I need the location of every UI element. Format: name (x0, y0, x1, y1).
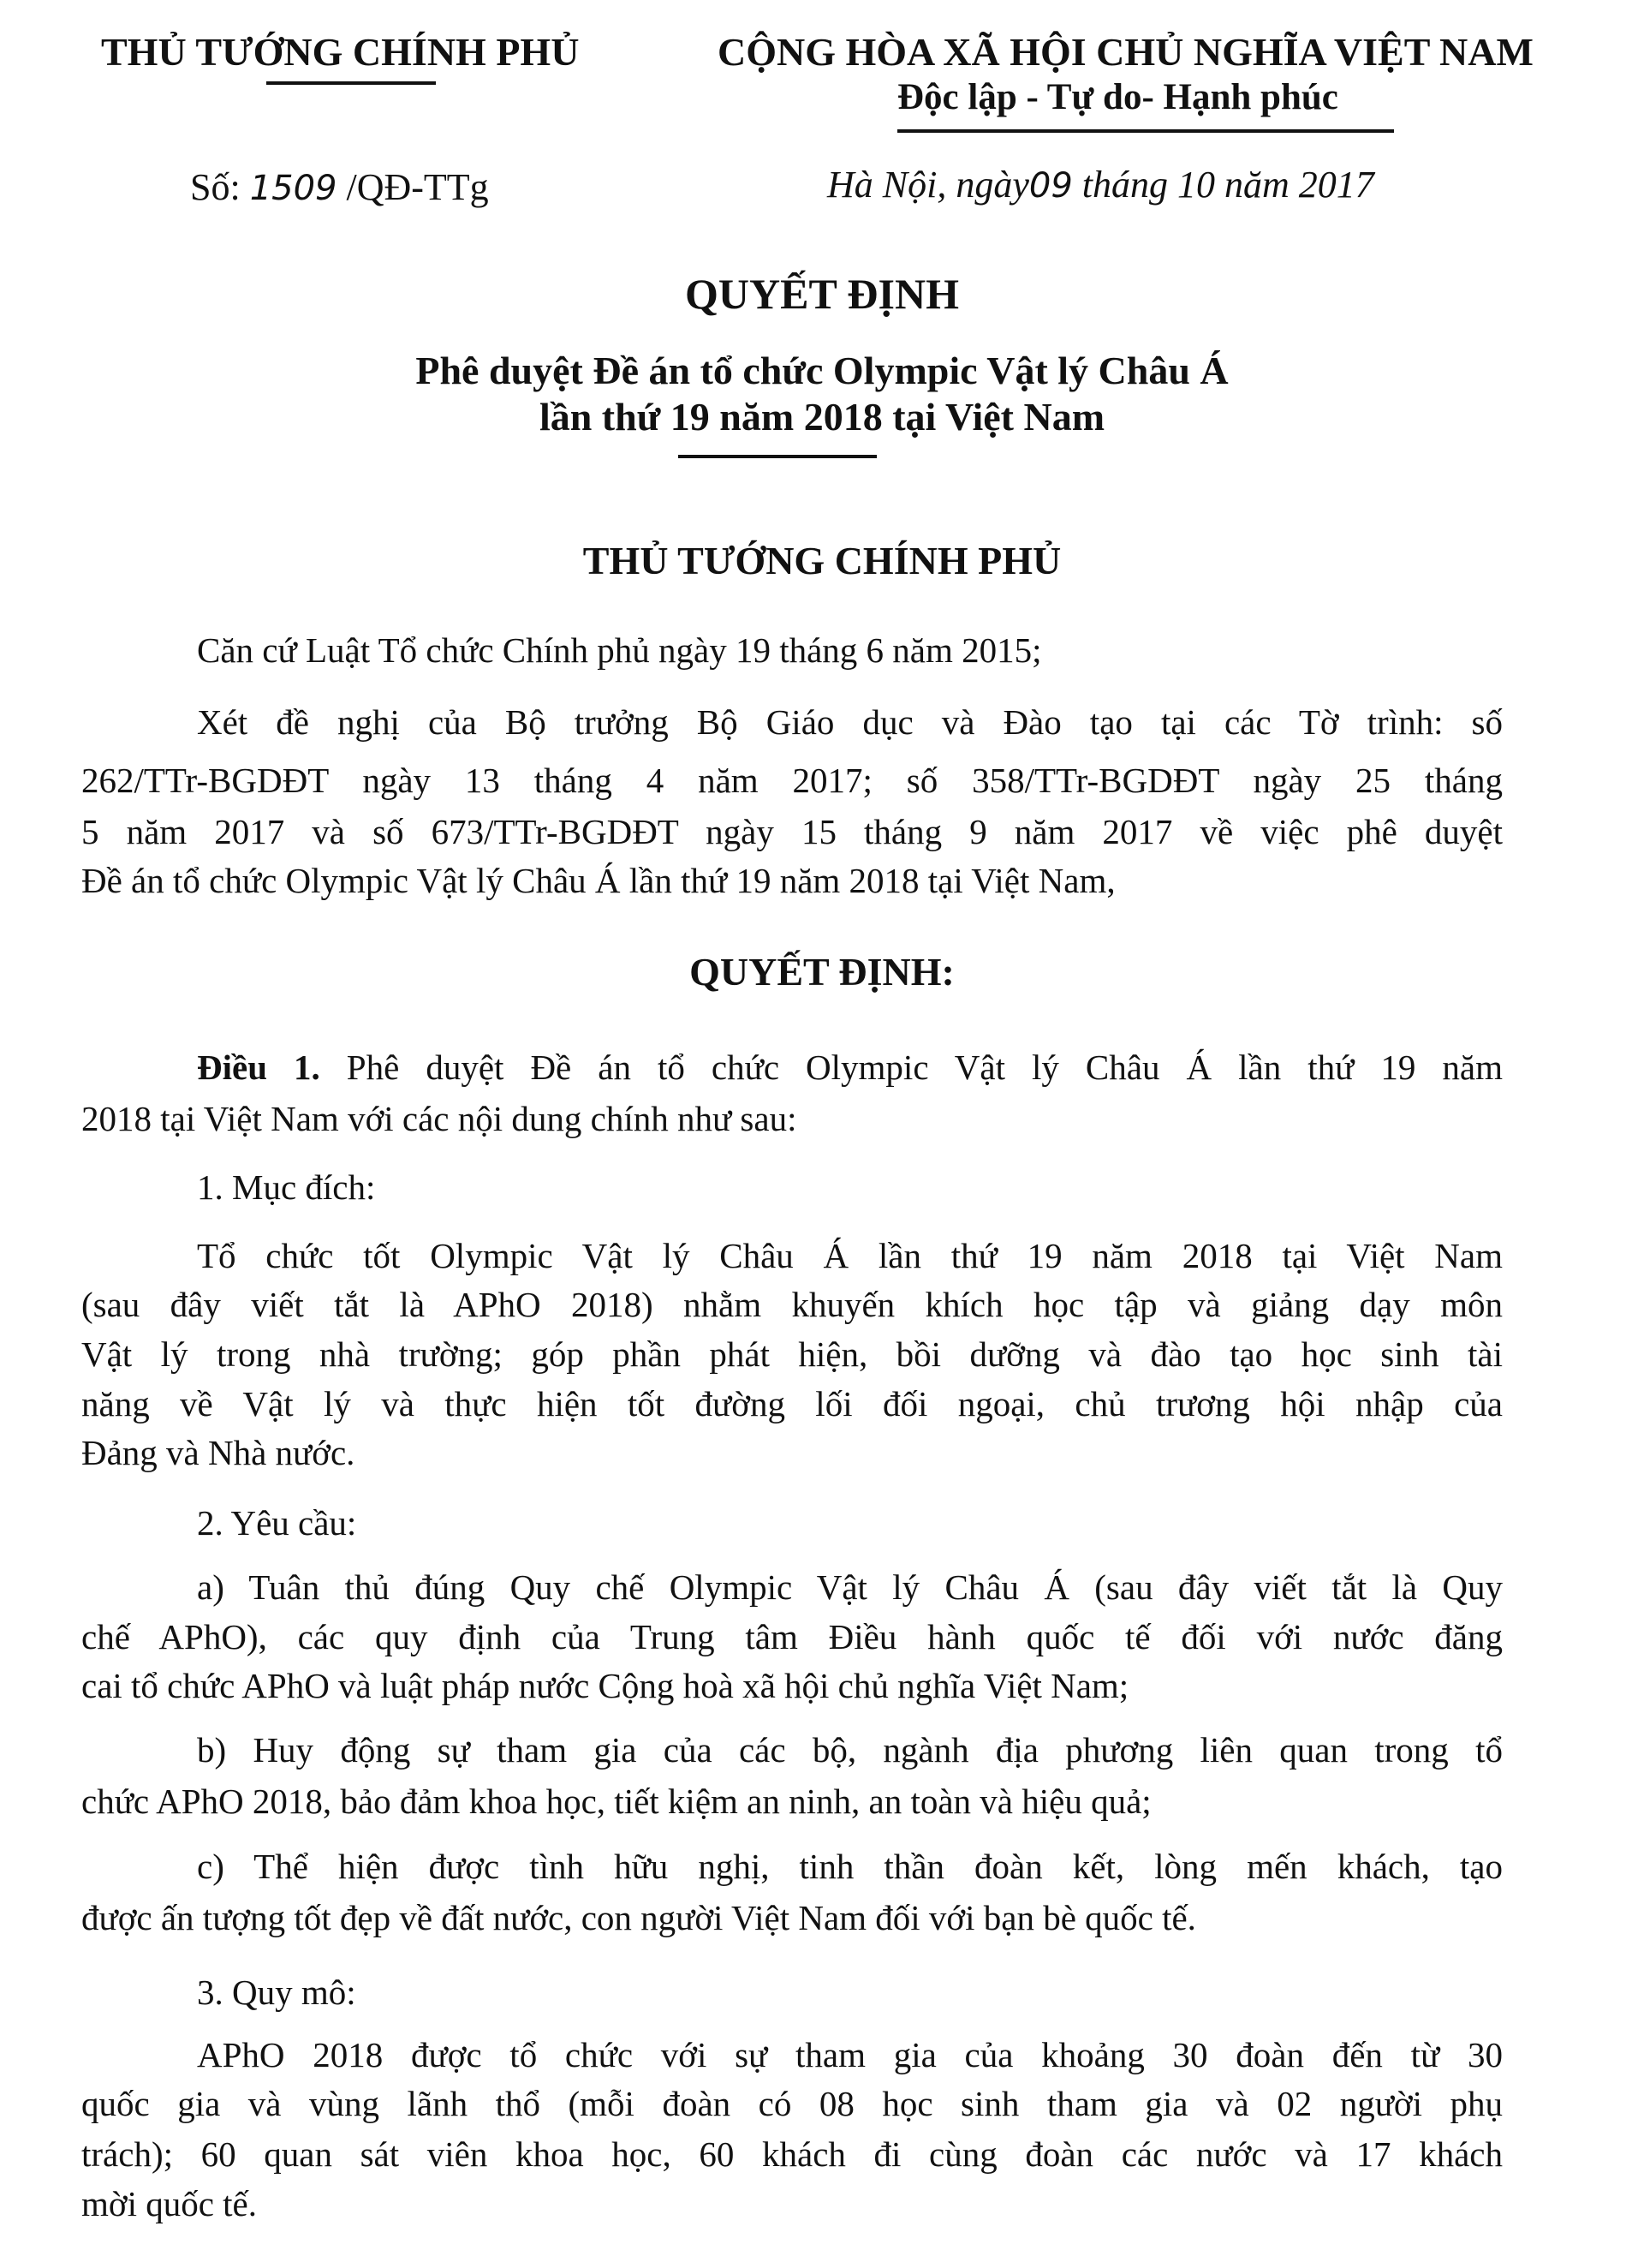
document-number (190, 166, 489, 208)
scale-line: trách); 60 quan sát viên khoa học, 60 khách đi cùng đoàn các nước và 17 khách (81, 2134, 1503, 2174)
consideration-line: 262/TTr-BGDĐT ngày 13 tháng 4 năm 2017; số 358/TTr-BGDĐT ngày 25 tháng (81, 761, 1503, 800)
legal-basis: Căn cứ Luật Tổ chức Chính phủ ngày 19 tháng 6 năm 2015; (197, 630, 1042, 670)
authority-heading: THỦ TƯỚNG CHÍNH PHỦ (582, 539, 1062, 582)
place-date-prefix: Hà Nội, ngày (827, 164, 1029, 206)
motto-underline (897, 129, 1394, 133)
purpose-heading: 1. Mục đích: (197, 1167, 376, 1207)
consideration-line: Đề án tổ chức Olympic Vật lý Châu Á lần thứ 19 năm 2018 tại Việt Nam, (81, 861, 1116, 900)
purpose-line: (sau đây viết tắt là APhO 2018) nhằm khuyến khích học tập và giảng dạy môn (81, 1285, 1503, 1324)
article-1-line (197, 1047, 1503, 1087)
requirement-a-line: cai tổ chức APhO và luật pháp nước Cộng hoà xã hội chủ nghĩa Việt Nam; (81, 1666, 1129, 1705)
country-name: CỘNG HÒA XÃ HỘI CHỦ NGHĨA VIỆT NAM (718, 30, 1534, 74)
national-motto: Độc lập - Tự do- Hạnh phúc (897, 77, 1338, 117)
scale-heading: 3. Quy mô: (197, 1973, 356, 2012)
purpose-line: Vật lý trong nhà trường; góp phần phát hiện, bồi dưỡng và đào tạo học sinh tài (81, 1334, 1503, 1374)
article-1-line: 2018 tại Việt Nam với các nội dung chính như sau: (81, 1099, 797, 1138)
subject-line-1: Phê duyệt Đề án tổ chức Olympic Vật lý Châu Á (415, 349, 1229, 392)
consideration-line: 5 năm 2017 và số 673/TTr-BGDĐT ngày 15 tháng 9 năm 2017 về việc phê duyệt (81, 812, 1503, 851)
place-date-rest: tháng 10 năm 2017 (1072, 164, 1374, 206)
number-suffix: /QĐ-TTg (346, 166, 489, 208)
subject-line-2: lần thứ 19 năm 2018 tại Việt Nam (539, 395, 1105, 439)
requirements-heading: 2. Yêu cầu: (197, 1503, 357, 1543)
article-1-text: Phê duyệt Đề án tổ chức Olympic Vật lý Châu Á lần thứ 19 năm (319, 1047, 1503, 1087)
decision-heading: QUYẾT ĐỊNH: (689, 950, 955, 994)
purpose-line: năng về Vật lý và thực hiện tốt đường lối đối ngoại, chủ trương hội nhập của (81, 1384, 1503, 1423)
consideration-line: Xét đề nghị của Bộ trưởng Bộ Giáo dục và Đào tạo tại các Tờ trình: số (197, 702, 1503, 742)
requirement-b-line: b) Huy động sự tham gia của các bộ, ngành địa phương liên quan trong tổ (197, 1730, 1503, 1770)
requirement-a-line: chế APhO), các quy định của Trung tâm Điều hành quốc tế đối với nước đăng (81, 1617, 1503, 1656)
scale-line: APhO 2018 được tổ chức với sự tham gia của khoảng 30 đoàn đến từ 30 (197, 2035, 1503, 2074)
date-day: 09 (1028, 166, 1073, 206)
title-underline (678, 455, 877, 458)
requirement-b-line: chức APhO 2018, bảo đảm khoa học, tiết kiệm an ninh, an toàn và hiệu quả; (81, 1782, 1152, 1821)
scale-line: mời quốc tế. (81, 2184, 257, 2223)
requirement-a-line: a) Tuân thủ đúng Quy chế Olympic Vật lý Châu Á (sau đây viết tắt là Quy (197, 1567, 1503, 1607)
issuing-authority: THỦ TƯỚNG CHÍNH PHỦ (101, 30, 580, 74)
requirement-c-line: được ấn tượng tốt đẹp về đất nước, con người Việt Nam đối với bạn bè quốc tế. (81, 1898, 1196, 1937)
purpose-line: Tổ chức tốt Olympic Vật lý Châu Á lần thứ 19 năm 2018 tại Việt Nam (197, 1236, 1503, 1275)
authority-underline (266, 81, 436, 85)
place-date (827, 166, 1374, 204)
scale-line: quốc gia và vùng lãnh thổ (mỗi đoàn có 08 học sinh tham gia và 02 người phụ (81, 2084, 1503, 2123)
number-label: Số: (190, 166, 241, 208)
requirement-c-line: c) Thể hiện được tình hữu nghị, tinh thần đoàn kết, lòng mến khách, tạo (197, 1847, 1503, 1886)
document-type-title: QUYẾT ĐỊNH (685, 270, 959, 318)
purpose-line: Đảng và Nhà nước. (81, 1433, 355, 1472)
number-value: 1509 (249, 169, 337, 208)
article-1-label: Điều 1. (197, 1047, 320, 1087)
